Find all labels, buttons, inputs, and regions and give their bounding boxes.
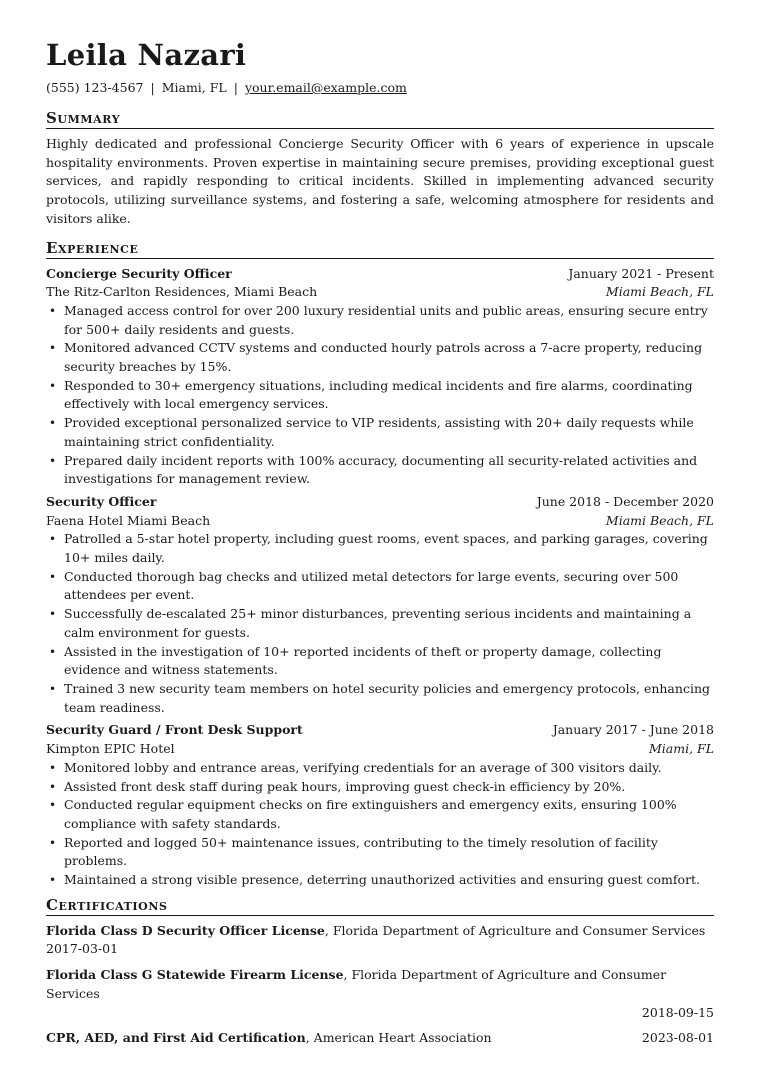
bullet-icon: • [49,873,57,888]
bullet-item: • Provided exceptional personalized service to VIP residents, assisting with 20+ daily requests while maintaining strict confidentiality. [49,415,694,449]
phone: (555) 123-4567 [46,80,144,95]
contact-line [46,80,714,96]
bullet-item: • Maintained a strong visible presence, deterring unauthorized activities and ensuring guest comfort. [64,871,714,890]
bullet-item: • Monitored lobby and entrance areas, verifying credentials for an average of 300 visitors daily. [64,759,714,778]
bullet-icon: • [49,341,57,356]
bullet-item: • Assisted front desk staff during peak hours, improving guest check-in efficiency by 20%. [64,778,714,797]
bullet-icon: • [49,303,57,318]
job-bullets [46,302,714,489]
job-title: Security Officer [46,493,157,509]
contact-separator: | [150,80,155,95]
company-name: Kimpton EPIC Hotel [46,741,175,757]
job-dates: January 2021 - Present [568,265,714,281]
summary-text: Highly dedicated and professional Concierge Security Officer with 6 years of experience in upscale hospitality environments. Proven expertise in maintaining secure premises, providing exceptional guest services, and rapidly responding to critical incidents. Skilled in implementing advanced security protocols, utilizing surveillance systems, and fostering a safe, welcoming atmosphere for residents and visitors alike. [46,136,714,226]
job-location: Miami Beach, FL [605,284,714,300]
job-entry [46,721,714,889]
cert-issuer: Florida Department of Agriculture and Consumer Services [46,967,667,1001]
cert-issuer: Florida Department of Agriculture and Consumer Services [332,922,706,938]
job-dates: June 2018 - December 2020 [536,493,714,509]
job-location: Miami Beach, FL [605,512,714,528]
email-link[interactable]: your.email@example.com [244,80,407,95]
certification-item: Florida Class D Security Officer License, Florida Department of Agriculture and Consumer Services 2017-03-01 [46,922,714,959]
bullet-item: • Conducted thorough bag checks and utilized metal detectors for large events, securing over 500 attendees per event. [49,568,679,603]
bullet-icon: • [49,378,57,393]
certifications-section [46,896,714,1048]
cert-date: 2023-08-01 [641,1030,714,1046]
job-dates: January 2017 - June 2018 [552,722,714,738]
job-location: Miami, FL [648,741,714,757]
job-bullets [46,530,714,717]
section-title-certifications: Certifications [46,896,714,916]
cert-name: Florida Class D Security Officer License [46,922,325,938]
job-entry [46,493,714,717]
bullet-icon: • [49,607,57,622]
bullet-icon: • [49,760,57,775]
certification-item: Florida Class G Statewide Firearm License, Florida Department of Agriculture and Consumer Services 2018-09-15 [46,966,714,1022]
bullet-icon: • [49,416,57,431]
candidate-name: Leila Nazari [46,38,247,72]
bullet-item: • Reported and logged 50+ maintenance issues, contributing to the timely resolution of facility problems. [49,834,658,869]
experience-section [46,239,714,890]
job-title: Security Guard / Front Desk Support [46,722,303,738]
contact-separator: | [233,80,238,95]
summary-section [46,109,714,229]
job-title: Concierge Security Officer [46,265,232,281]
bullet-icon: • [49,532,57,547]
company-name: The Ritz-Carlton Residences, Miami Beach [46,284,318,300]
bullet-icon: • [49,681,57,696]
bullet-item: • Assisted in the investigation of 10+ reported incidents of theft or property damage, collecting evidence and witness statements. [49,643,662,678]
bullet-icon: • [49,798,57,813]
certification-item: CPR, AED, and First Aid Certification, American Heart Association 2023-08-01 [46,1029,714,1048]
bullet-item: • Successfully de-escalated 25+ minor disturbances, preventing serious incidents and maintaining a calm environment for guests. [49,606,692,640]
bullet-item: • Patrolled a 5-star hotel property, including guest rooms, event spaces, and parking garages, covering 10+ miles daily. [49,531,708,566]
cert-date: 2018-09-15 [641,1004,714,1020]
company-name: Faena Hotel Miami Beach [46,512,211,528]
section-title-summary: Summary [46,109,714,129]
bullet-icon: • [49,835,57,850]
bullet-item: • Monitored advanced CCTV systems and conducted hourly patrols across a 7-acre property, reducing security breaches by 15%. [49,340,703,375]
cert-name: Florida Class G Statewide Firearm License [46,967,344,983]
bullet-icon: • [49,779,57,794]
bullet-item: • Conducted regular equipment checks on fire extinguishers and emergency exits, ensuring 100% compliance with safety standards. [49,797,677,831]
cert-issuer: American Heart Association [313,1030,492,1046]
location: Miami, FL [161,80,227,95]
section-title-experience: Experience [46,239,714,259]
cert-date: 2017-03-01 [46,941,119,957]
bullet-item: • Responded to 30+ emergency situations, including medical incidents and fire alarms, coordinating effectively with local emergency services. [49,377,693,412]
job-entry [46,265,714,489]
bullet-icon: • [49,569,57,584]
job-bullets [46,759,714,890]
cert-name: CPR, AED, and First Aid Certification [46,1030,306,1046]
bullet-item: • Trained 3 new security team members on hotel security policies and emergency protocols, enhancing team readiness. [49,680,710,715]
bullet-item: • Prepared daily incident reports with 100% accuracy, documenting all security-related activities and investigations for management review. [49,452,698,487]
bullet-icon: • [49,644,57,659]
bullet-icon: • [49,453,57,468]
bullet-item: • Managed access control for over 200 luxury residential units and public areas, ensuring secure entry for 500+ daily residents and guests. [49,302,708,337]
